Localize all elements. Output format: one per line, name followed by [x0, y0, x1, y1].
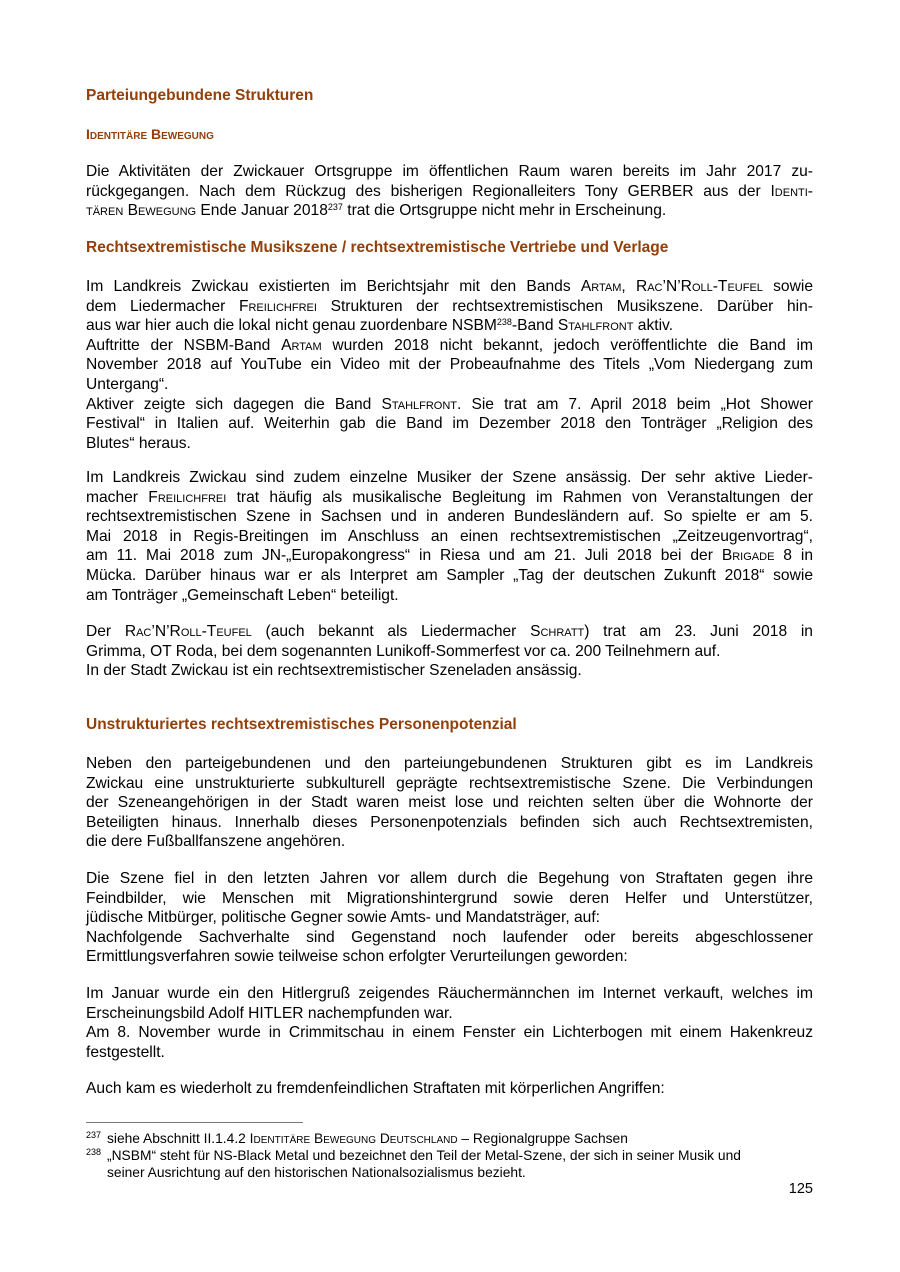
footnote-number: 237 — [86, 1130, 102, 1140]
text-line: Auftritte der NSBM-Band Artam wurden 2018 nicht bekannt, jedoch veröffentlichte die Band im — [86, 336, 813, 354]
text-line: Beteiligten hinaus. Innerhalb dieses Personenpotenzials befinden sich auch Rechtsextremisten, — [86, 813, 813, 831]
footnote-number: 238 — [86, 1147, 102, 1157]
text-line: In der Stadt Zwickau ist ein rechtsextremistischer Szeneladen ansässig. — [86, 662, 582, 680]
text-line: Grimma, OT Roda, bei dem sogenannten Lunikoff-Sommerfest vor ca. 200 Teilnehmern auf. — [86, 642, 721, 660]
footnote-text: siehe Abschnitt II.1.4.2 Identitäre Bewegung Deutschland – Regionalgruppe Sachsen — [107, 1131, 628, 1146]
text-line: Auch kam es wiederholt zu fremdenfeindlichen Straftaten mit körperlichen Angriffen: — [86, 1080, 665, 1097]
text-line: rückgegangen. Nach dem Rückzug des bisherigen Regionalleiters Tony GERBER aus der Identi- — [86, 182, 813, 200]
footnote-ref-237[interactable]: 237 — [327, 202, 343, 213]
text-line: die dere Fußballfanszene angehören. — [86, 833, 346, 851]
text-line: Erscheinungsbild Adolf HITLER nachempfunden war. — [86, 1004, 453, 1022]
text-line: Mücka. Darüber hinaus war er als Interpret am Sampler „Tag der deutschen Zukunft 2018“ sowie — [86, 566, 813, 584]
text-line: Untergang“. — [86, 375, 169, 393]
text-line: Im Landkreis Zwickau sind zudem einzelne Musiker der Szene ansässig. Der sehr aktive Lieder- — [86, 469, 813, 486]
text-line: Am 8. November wurde in Crimmitschau in einem Fenster ein Lichterbogen mit einem Hakenkreuz — [86, 1024, 813, 1042]
text-line: macher Freilichfrei trat häufig als musikalische Begleitung im Rahmen von Veranstaltungen der — [86, 488, 813, 506]
text-line: Neben den parteigebundenen und den parteiungebundenen Strukturen gibt es im Landkreis — [86, 755, 813, 772]
heading-musikszene: Rechtsextremistische Musikszene / rechtsextremistische Vertriebe und Verlage — [86, 239, 669, 256]
text-line: am Tonträger „Gemeinschaft Leben“ beteiligt. — [86, 586, 399, 604]
text-line: aus war hier auch die lokal nicht genau zuordenbare NSBM$^{238}$-Band Stahlfront aktiv. — [86, 317, 674, 335]
paragraph-sachverhalte — [86, 984, 813, 1062]
text-line: der Szeneangehörigen in der Stadt waren meist lose und reichten selten über die Wohnorte der — [86, 794, 813, 812]
paragraph-bands — [86, 277, 813, 453]
paragraph-identitaere-bewegung — [86, 162, 813, 221]
paragraph-straftaten — [86, 869, 813, 967]
text-line: tären Bewegung Ende Januar 2018$^{237}$ trat die Ortsgruppe nicht mehr in Erscheinung. — [86, 202, 667, 220]
text-line: Feindbilder, wie Menschen mit Migrationshintergrund sowie deren Helfer und Unterstützer, — [86, 889, 813, 907]
text-line: Die Aktivitäten der Zwickauer Ortsgruppe im öffentlichen Raum waren bereits im Jahr 2017 zu- — [86, 163, 813, 180]
heading-parteiungebundene-strukturen: Parteiungebundene Strukturen — [86, 87, 314, 104]
text-line: dem Liedermacher Freilichfrei Strukturen der rechtsextremistischen Musikszene. Darüber hin- — [86, 297, 813, 315]
heading-identitaere-bewegung: Identitäre Bewegung — [86, 126, 214, 142]
footnote-divider — [86, 1122, 303, 1123]
footnote-text: „NSBM“ steht für NS-Black Metal und bezeichnet den Teil der Metal-Szene, der sich in seiner Musik und seiner Ausrichtung auf den historischen Nationalsozialismus bezieht. — [107, 1148, 741, 1180]
heading-unstrukturiertes-personenpotenzial: Unstrukturiertes rechtsextremistisches Personenpotenzial — [86, 716, 517, 733]
page-number: 125 — [788, 1181, 813, 1197]
text-line: jüdische Mitbürger, politische Gegner sowie Amts- und Mandatsträger, auf: — [86, 909, 600, 927]
text-line: Im Landkreis Zwickau existierten im Berichtsjahr mit den Bands Artam, Rac’N’Roll-Teufel sowie — [86, 278, 813, 295]
text-line: Im Januar wurde ein den Hitlergruß zeigendes Räuchermännchen im Internet verkauft, welches im — [86, 985, 813, 1002]
text-line: Festival“ in Italien auf. Weiterhin gab die Band im Dezember 2018 den Tonträger „Religion des — [86, 415, 813, 433]
text-line: Mai 2018 in Regis-Breitingen im Anschluss an einen rechtsextremistischen „Zeitzeugenvortrag“, — [86, 527, 813, 545]
paragraph-musiker — [86, 468, 813, 605]
text-line: Ermittlungsverfahren sowie teilweise schon erfolgter Verurteilungen geworden: — [86, 948, 628, 966]
text-line: Der Rac’N’Roll-Teufel (auch bekannt als Liedermacher Schratt) trat am 23. Juni 2018 in — [86, 623, 813, 640]
text-line: am 11. Mai 2018 zum JN-„Europakongress“ in Riesa und am 21. Juli 2018 bei der Brigade 8 in — [86, 547, 813, 565]
text-line: November 2018 auf YouTube ein Video mit der Probeaufnahme des Titels „Vom Niedergang zum — [86, 356, 813, 374]
text-line: festgestellt. — [86, 1043, 165, 1061]
footnote-ref-238[interactable]: 238 — [496, 317, 512, 328]
text-line: Aktiver zeigte sich dagegen die Band Stahlfront. Sie trat am 7. April 2018 beim „Hot Shower — [86, 395, 813, 413]
document-page — [86, 0, 813, 1272]
text-line: Die Szene fiel in den letzten Jahren vor allem durch die Begehung von Straftaten gegen ihre — [86, 870, 813, 887]
paragraph-racnroll-teufel — [86, 622, 813, 681]
paragraph-szene — [86, 754, 813, 852]
text-line: Nachfolgende Sachverhalte sind Gegenstand noch laufender oder bereits abgeschlossener — [86, 928, 813, 946]
text-line: rechtsextremistischen Szene in Sachsen und in anderen Bundesländern auf. So spielte er am 5. — [86, 508, 813, 526]
footnote-237 — [86, 1130, 813, 1147]
text-line: Zwickau eine unstrukturierte subkulturell geprägte rechtsextremistische Szene. Die Verbindungen — [86, 774, 813, 792]
paragraph-angriffe — [86, 1079, 813, 1099]
footnote-238 — [86, 1147, 813, 1181]
text-line: Blutes“ heraus. — [86, 434, 191, 452]
